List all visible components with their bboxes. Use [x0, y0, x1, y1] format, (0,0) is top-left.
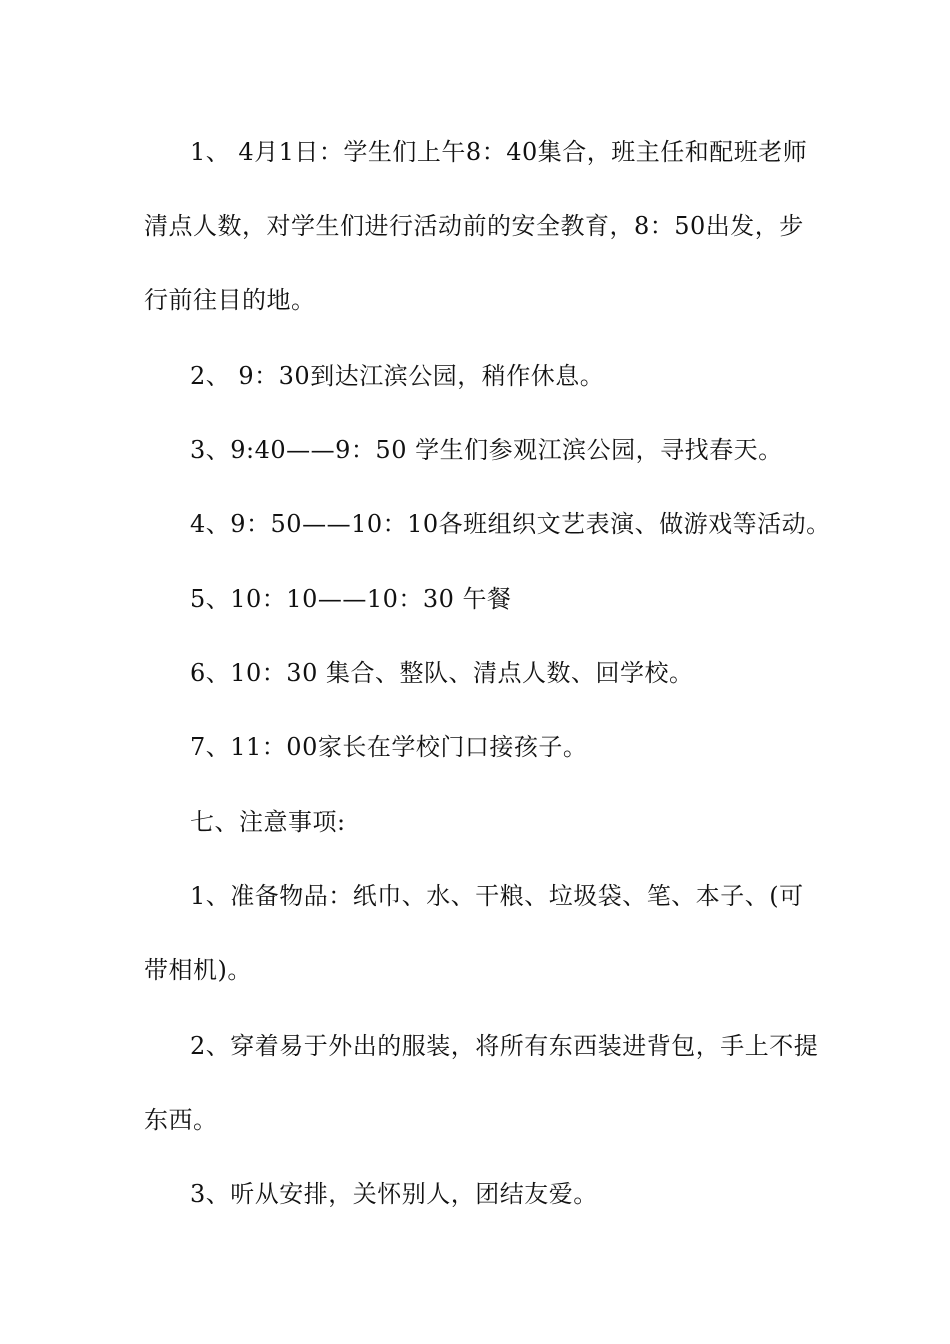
text-line-notes-1b: 带相机)。 [144, 956, 252, 984]
text-line-schedule-1b: 清点人数，对学生们进行活动前的安全教育，8：50出发，步 [144, 212, 804, 240]
text-line-notes-3: 3、听从安排，关怀别人，团结友爱。 [190, 1180, 598, 1208]
text-line-schedule-1c: 行前往目的地。 [144, 286, 316, 314]
text-line-notes-2a: 2、穿着易于外出的服装，将所有东西装进背包，手上不提 [190, 1032, 819, 1060]
text-line-schedule-4: 4、9：50——10：10各班组织文艺表演、做游戏等活动。 [190, 510, 831, 538]
section-heading-notes: 七、注意事项: [190, 808, 346, 836]
text-line-schedule-1a: 1、 4月1日：学生们上午8：40集合，班主任和配班老师 [190, 138, 808, 166]
text-line-schedule-7: 7、11：00家长在学校门口接孩子。 [190, 733, 588, 761]
text-line-schedule-2: 2、 9：30到达江滨公园，稍作休息。 [190, 362, 605, 390]
text-line-notes-2b: 东西。 [144, 1106, 218, 1134]
text-line-schedule-5: 5、10：10——10：30 午餐 [190, 585, 512, 613]
text-line-notes-1a: 1、准备物品：纸巾、水、干粮、垃圾袋、笔、本子、(可 [190, 882, 804, 910]
text-line-schedule-3: 3、9:40——9：50 学生们参观江滨公园，寻找春天。 [190, 436, 783, 464]
text-line-schedule-6: 6、10：30 集合、整队、清点人数、回学校。 [190, 659, 694, 687]
